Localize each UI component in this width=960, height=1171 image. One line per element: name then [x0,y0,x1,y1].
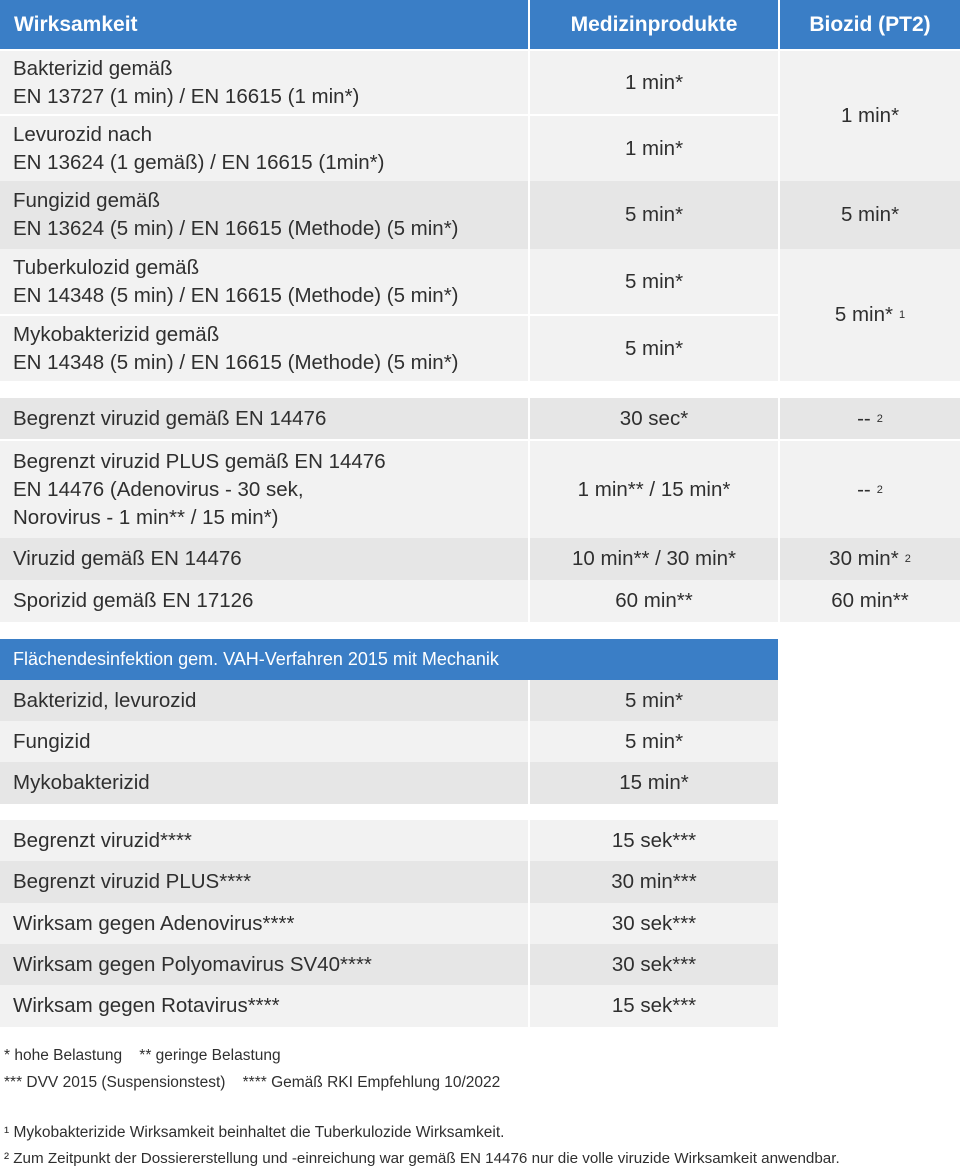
row-value-med: 1 min* [530,116,778,181]
bio-text: -- [857,477,871,501]
header-biozid: Biozid (PT2) [780,0,960,49]
row-label: Fungizid gemäß EN 13624 (5 min) / EN 16615 (Methode) (5 min*) [0,181,528,249]
biozid-value-text: 5 min* [840,203,900,226]
row-label: Viruzid gemäß EN 14476 [0,538,528,580]
row-label: Tuberkulozid gemäß EN 14348 (5 min) / EN 16615 (Methode) (5 min*) [0,249,528,314]
row-value: 30 min*** [530,861,778,903]
row-value-med: 30 sec* [530,398,778,439]
row-value-med: 1 min* [530,51,778,114]
row-value-med: 10 min** / 30 min* [530,538,778,580]
biozid-value-text: 1 min* [840,104,900,127]
row-value-med: 5 min* [530,181,778,249]
row-value-bio: -- 2 [780,441,960,538]
bio-text: -- [857,406,871,430]
row-label: Bakterizid gemäß EN 13727 (1 min) / EN 16615 (1 min*) [0,51,528,114]
row-value-med: 5 min* [530,316,778,381]
biozid-value [780,181,960,249]
bio-text: 30 min* [829,547,899,570]
row-value-med: 5 min* [530,249,778,314]
row-value: 30 sek*** [530,903,778,944]
row-value: 15 sek*** [530,820,778,861]
row-value-bio [780,580,960,622]
biozid-value-text: 5 min* [834,303,893,326]
row-label: Wirksam gegen Polyomavirus SV40**** [0,944,528,985]
row-label: Begrenzt viruzid PLUS gemäß EN 14476 EN 14476 (Adenovirus - 30 sek, Norovirus - 1 min** / 15 min*) [0,441,528,538]
row-label: Begrenzt viruzid**** [0,820,528,861]
footnote-1: ¹ Mykobakterizide Wirksamkeit beinhaltet die Tuberkulozide Wirksamkeit. [4,1124,505,1141]
footnote-2: ² Zum Zeitpunkt der Dossiererstellung und -einreichung war gemäß EN 14476 nur die volle viruzide Wirksamkeit anwendbar. [4,1150,840,1167]
header-wirksamkeit: Wirksamkeit [0,0,528,49]
bio-text: 60 min** [831,589,909,612]
row-label: Wirksam gegen Rotavirus**** [0,985,528,1027]
row-label: Bakterizid, levurozid [0,680,528,721]
row-value: 15 sek*** [530,985,778,1027]
row-value-med: 1 min** / 15 min* [530,441,778,538]
row-label: Mykobakterizid gemäß EN 14348 (5 min) / EN 16615 (Methode) (5 min*) [0,316,528,381]
row-label: Levurozid nach EN 13624 (1 gemäß) / EN 16615 (1min*) [0,116,528,181]
biozid-value: 5 min* 1 [780,249,960,381]
row-value-med: 60 min** [530,580,778,622]
row-value-bio: -- 2 [780,398,960,439]
biozid-value [780,51,960,181]
row-value-bio: 30 min* 2 [780,538,960,580]
row-label: Begrenzt viruzid gemäß EN 14476 [0,398,528,439]
row-value: 5 min* [530,680,778,721]
row-value: 5 min* [530,721,778,762]
section-header-vah: Flächendesinfektion gem. VAH-Verfahren 2015 mit Mechanik [0,639,778,680]
header-medizinprodukte: Medizinprodukte [530,0,778,49]
footnote-legend-1: * hohe Belastung ** geringe Belastung [4,1047,281,1064]
row-label: Begrenzt viruzid PLUS**** [0,861,528,903]
footnote-legend-2: *** DVV 2015 (Suspensionstest) **** Gemäß RKI Empfehlung 10/2022 [4,1074,501,1091]
row-label: Fungizid [0,721,528,762]
row-label: Wirksam gegen Adenovirus**** [0,903,528,944]
row-value: 15 min* [530,762,778,804]
row-value: 30 sek*** [530,944,778,985]
row-label: Sporizid gemäß EN 17126 [0,580,528,622]
row-label: Mykobakterizid [0,762,528,804]
